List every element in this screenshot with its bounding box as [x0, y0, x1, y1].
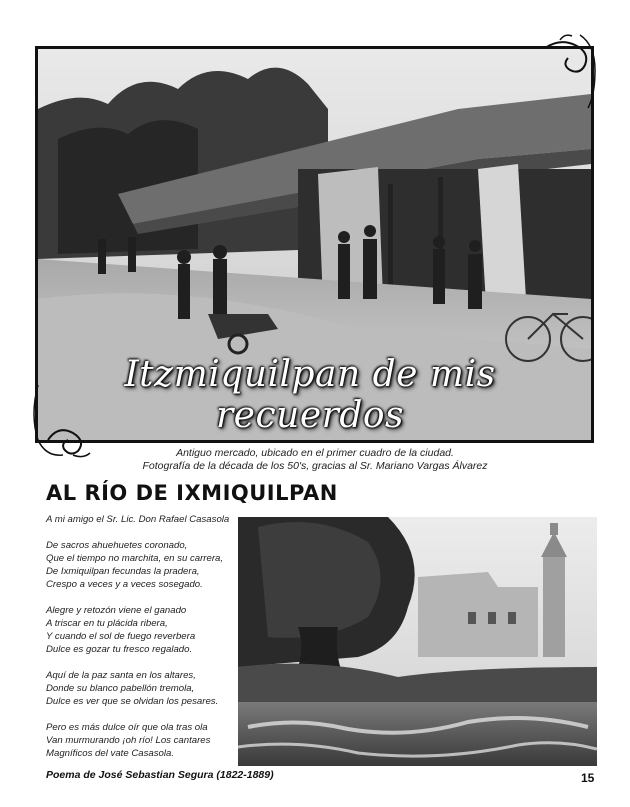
poem-line: A triscar en tu plácida ribera, [46, 618, 168, 629]
poem-stanza-2 [46, 604, 236, 656]
poem-line: Van murmurando ¡oh río! Los cantares [46, 735, 211, 746]
corner-swirl-top-right [540, 30, 600, 110]
page-number: 15 [581, 771, 595, 785]
photo-title: Itzmiquilpan de mis recuerdos [124, 354, 496, 436]
poem-line: Que el tiempo no marchita, en su carrera, [46, 553, 224, 564]
poem-line: Aquí de la paz santa en los altares, [46, 670, 196, 681]
poem-stanza-3 [46, 669, 236, 708]
poem-text [46, 513, 236, 773]
poem-line: Magníficos del vate Casasola. [46, 748, 174, 759]
poem-author: Poema de José Sebastian Segura (1822-1889) [46, 769, 274, 781]
poem-line: Pero es más dulce oír que ola tras ola [46, 722, 208, 733]
poem-dedication: A mi amigo el Sr. Lic. Don Rafael Casasola [46, 514, 230, 525]
poem-line: Alegre y retozón viene el ganado [46, 605, 187, 616]
poem-line: Y cuando el sol de fuego reverbera [46, 631, 196, 642]
poem-stanza-4 [46, 721, 236, 760]
poem-line: De Ixmiquilpan fecundas la pradera, [46, 566, 200, 577]
poem-line: De sacros ahuehuetes coronado, [46, 540, 188, 551]
poem-line: Donde su blanco pabellón tremola, [46, 683, 195, 694]
photo-caption [40, 447, 590, 473]
river-photo [238, 517, 597, 766]
poem-title: AL RÍO DE IXMIQUILPAN [46, 481, 338, 505]
caption-line-2: Fotografía de la década de los 50's, gracias al Sr. Mariano Vargas Álvarez [142, 460, 488, 472]
poem-line: Dulce es gozar tu fresco regalado. [46, 644, 193, 655]
poem-line: Dulce es ver que se olvidan los pesares. [46, 696, 219, 707]
caption-line-1: Antiguo mercado, ubicado en el primer cuadro de la ciudad. [176, 447, 454, 459]
river-photo-image [238, 517, 597, 766]
poem-line: Crespo a veces y a veces sosegado. [46, 579, 203, 590]
poem-stanza-1 [46, 539, 236, 591]
